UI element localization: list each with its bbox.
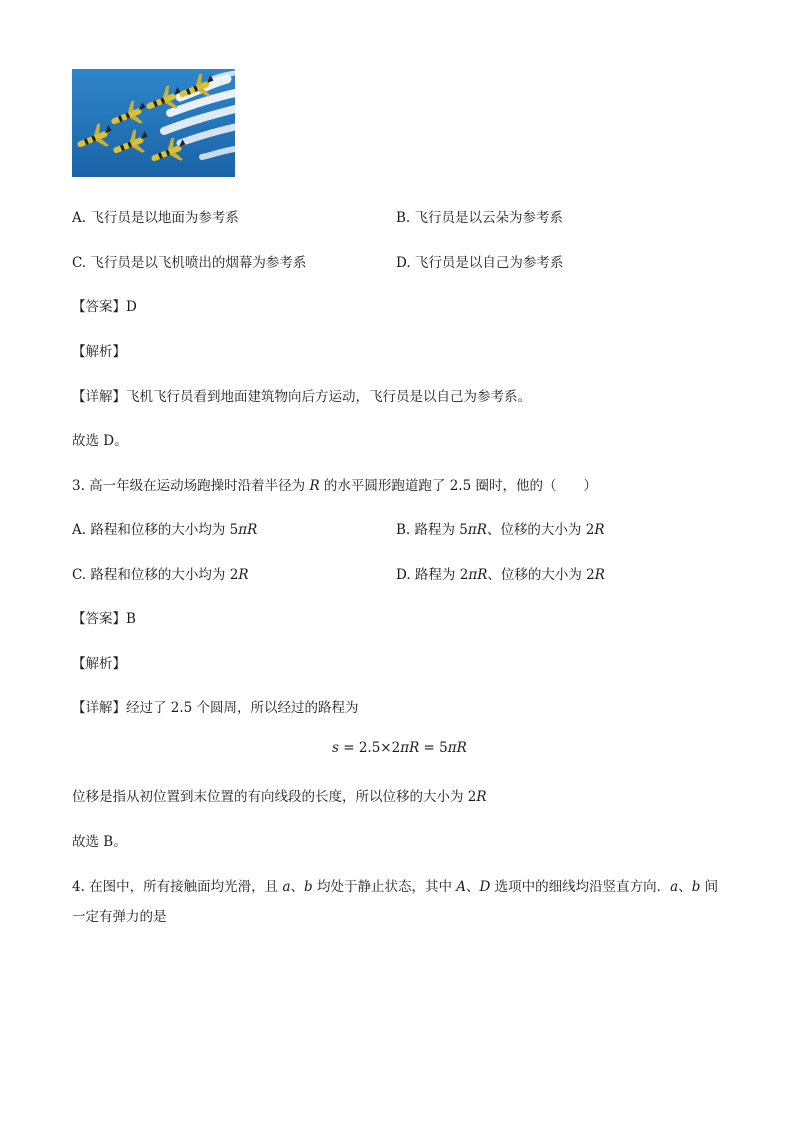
- q2-choose: 故选 D。: [72, 433, 128, 449]
- q3-option-d: D. 路程为 2πR、位移的大小为 2R: [396, 567, 605, 583]
- q4-stem-line1: 4. 在图中，所有接触面均光滑，且 a、b 均处于静止状态，其中 A、D 选项中的细线均沿竖直方向．a、b 间: [72, 879, 719, 895]
- jets-photo: [72, 69, 235, 177]
- q2-detail: 【详解】飞机飞行员看到地面建筑物向后方运动，飞行员是以自己为参考系。: [72, 389, 531, 405]
- q2-option-a: A. 飞行员是以地面为参考系: [72, 210, 239, 226]
- q3-option-c: C. 路程和位移的大小均为 2R: [72, 567, 249, 583]
- q2-option-b: B. 飞行员是以云朵为参考系: [396, 210, 564, 226]
- q3-option-b: B. 路程为 5πR、位移的大小为 2R: [396, 522, 605, 538]
- q4-stem-line2: 一定有弹力的是: [72, 909, 167, 925]
- q3-option-a: A. 路程和位移的大小均为 5πR: [72, 522, 258, 538]
- q2-answer: 【答案】D: [72, 299, 137, 315]
- q3-stem: 3. 高一年级在运动场跑操时沿着半径为 R 的水平圆形跑道跑了 2.5 圈时，他的（ ）: [72, 478, 597, 494]
- q2-analysis-label: 【解析】: [72, 344, 126, 360]
- q2-option-c: C. 飞行员是以飞机喷出的烟幕为参考系: [72, 255, 307, 271]
- q3-displacement: 位移是指从初位置到末位置的有向线段的长度，所以位移的大小为 2R: [72, 789, 487, 805]
- q2-option-d: D. 飞行员是以自己为参考系: [396, 255, 564, 271]
- q3-answer: 【答案】B: [72, 611, 136, 627]
- q3-choose: 故选 B。: [72, 834, 127, 850]
- q3-detail: 【详解】经过了 2.5 个圆周，所以经过的路程为: [72, 700, 359, 716]
- q3-formula: s = 2.5×2πR = 5πR: [332, 740, 467, 756]
- q3-analysis-label: 【解析】: [72, 656, 126, 672]
